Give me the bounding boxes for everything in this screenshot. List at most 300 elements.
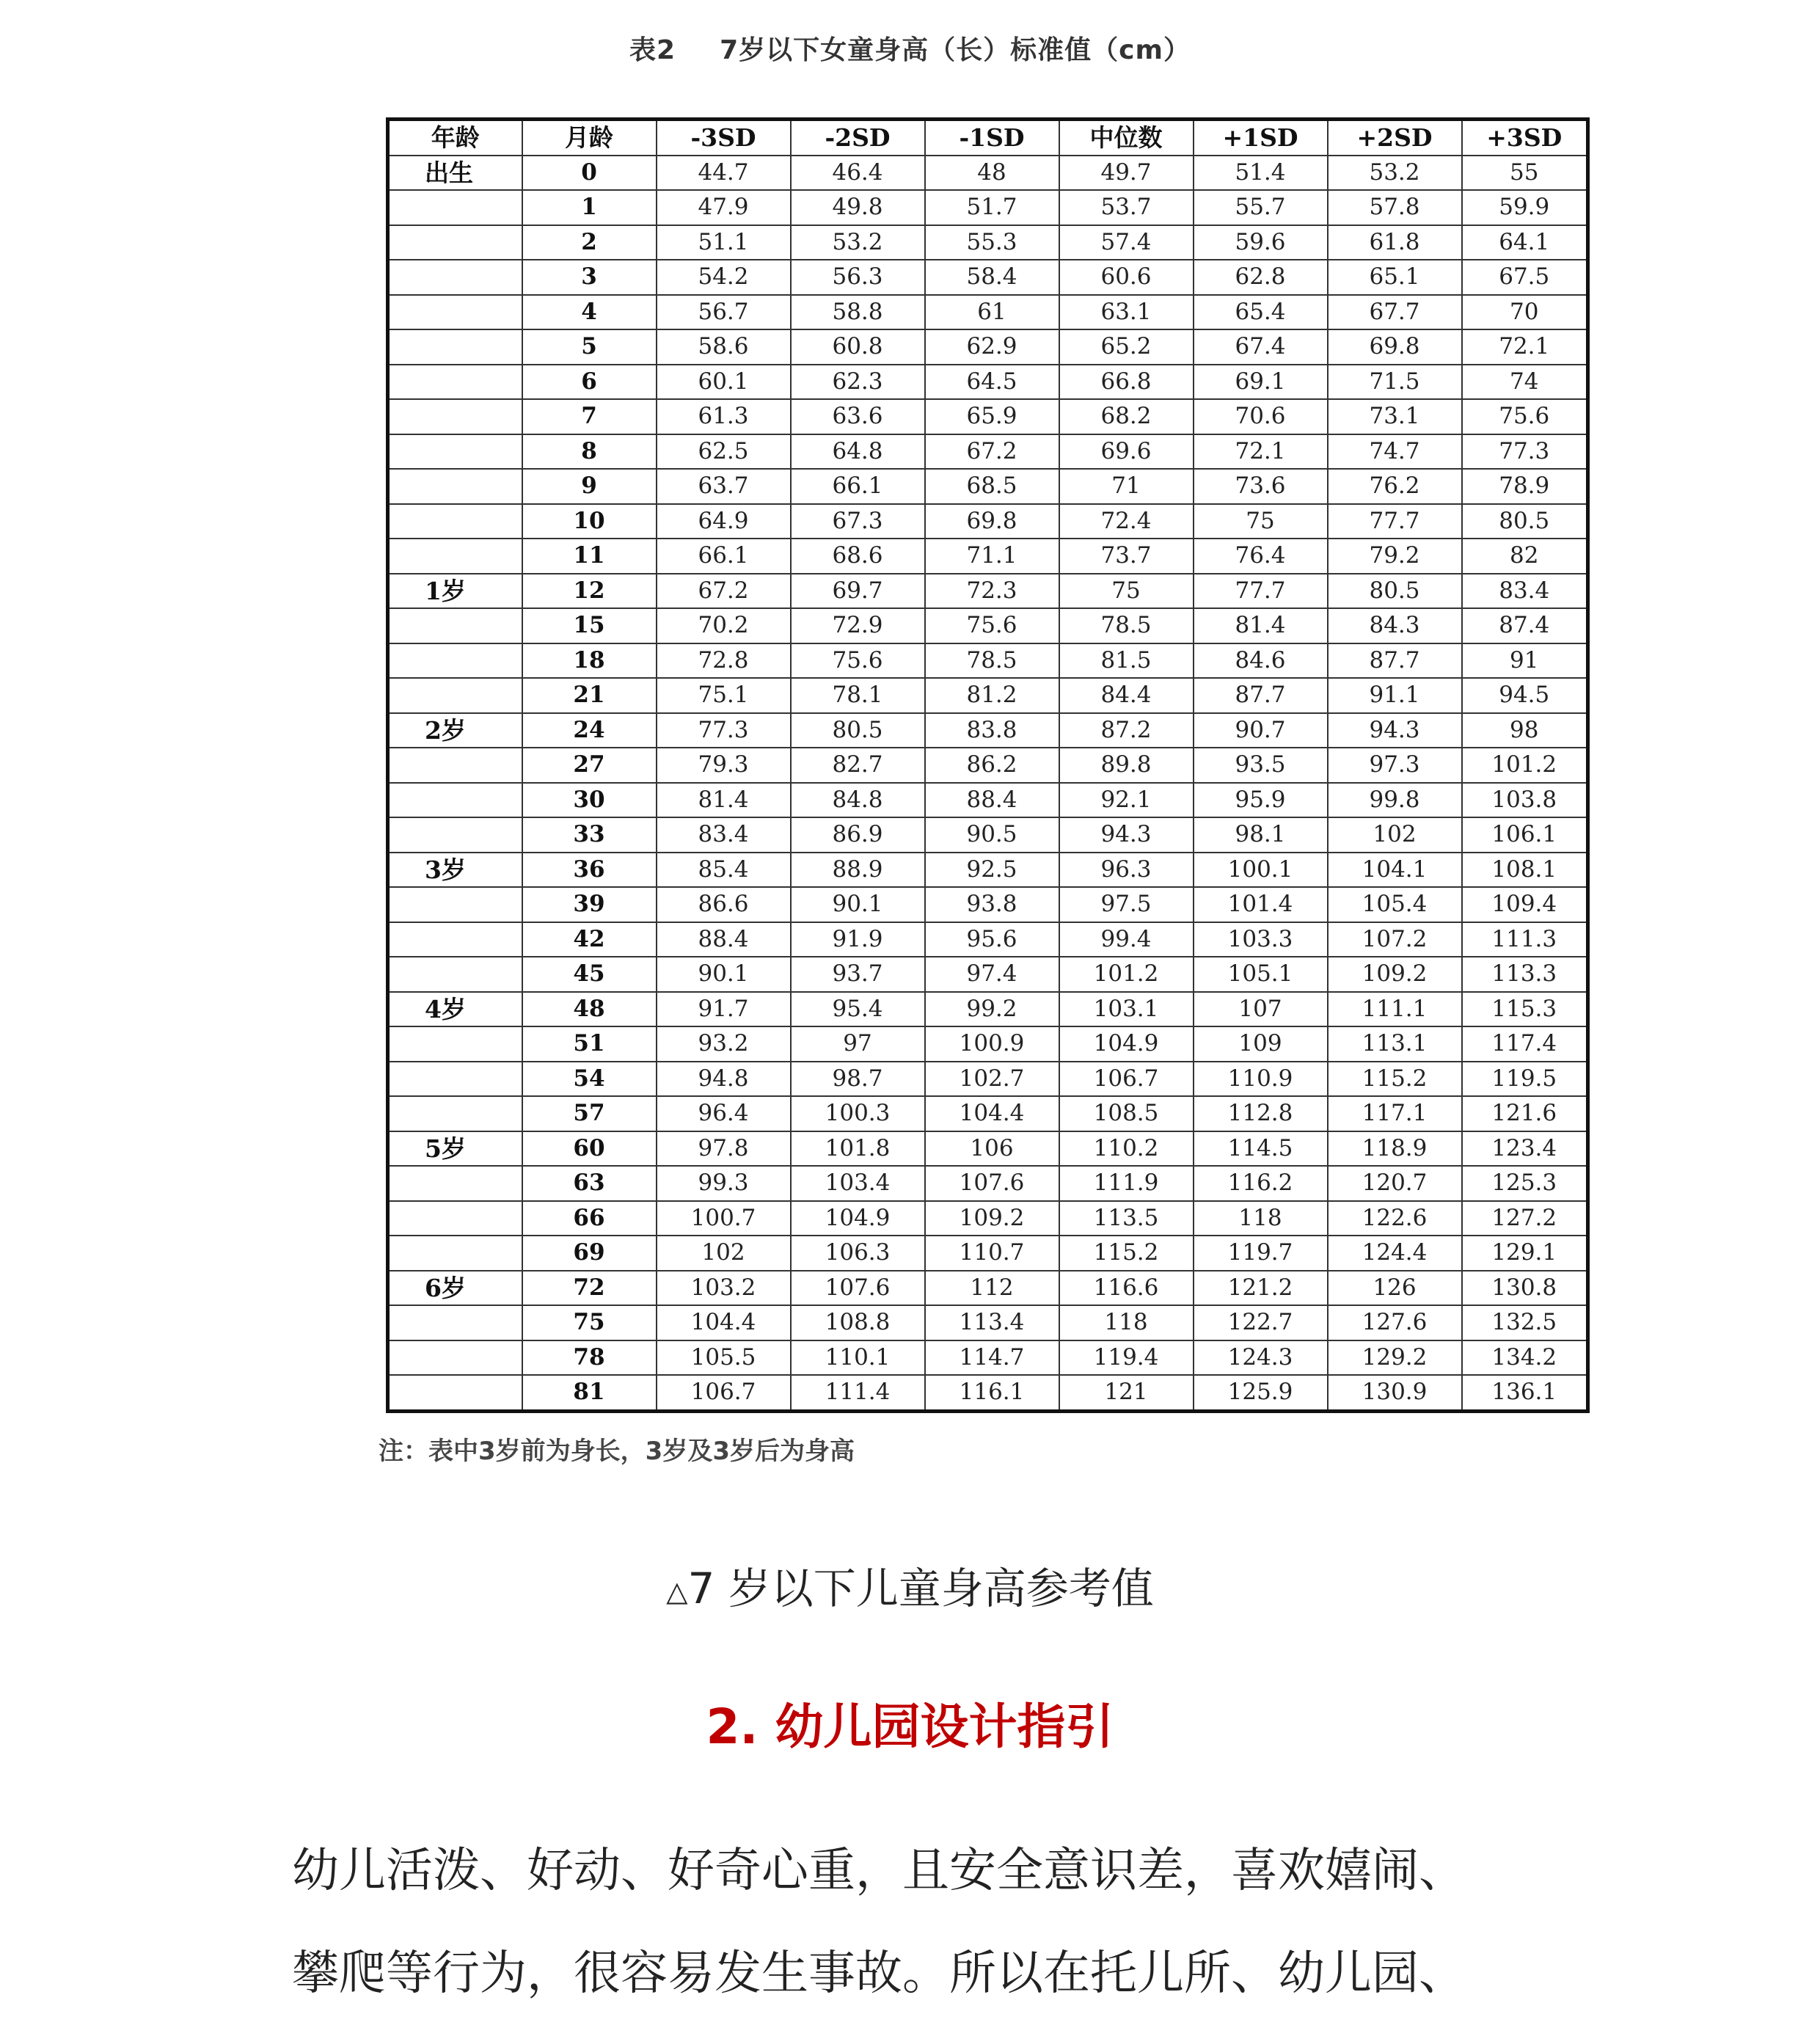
value-cell: 74.7 (1328, 434, 1462, 470)
table-row (388, 678, 1588, 713)
value-cell: 117.4 (1462, 1026, 1588, 1062)
value-cell: 44.7 (657, 156, 791, 191)
value-cell: 118.9 (1328, 1131, 1462, 1167)
value-cell: 95.4 (791, 992, 925, 1027)
age-cell (388, 887, 522, 922)
value-cell: 134.2 (1462, 1340, 1588, 1376)
value-cell: 97.4 (925, 957, 1059, 992)
value-cell: 92.1 (1059, 783, 1194, 818)
value-cell: 59.9 (1462, 190, 1588, 225)
value-cell: 108.1 (1462, 853, 1588, 888)
month-cell: 81 (522, 1375, 657, 1411)
value-cell: 117.1 (1328, 1096, 1462, 1131)
value-cell: 78.9 (1462, 469, 1588, 504)
table-title-text: 7岁以下女童身高（长）标准值（cm） (720, 35, 1191, 65)
value-cell: 98 (1462, 713, 1588, 748)
value-cell: 101.2 (1059, 957, 1194, 992)
age-cell (388, 399, 522, 434)
value-cell: 47.9 (657, 190, 791, 225)
value-cell: 102.7 (925, 1062, 1059, 1097)
table-row (388, 1096, 1588, 1131)
value-cell: 68.2 (1059, 399, 1194, 434)
value-cell: 71 (1059, 469, 1194, 504)
value-cell: 119.5 (1462, 1062, 1588, 1097)
value-cell: 91.1 (1328, 678, 1462, 713)
value-cell: 69.6 (1059, 434, 1194, 470)
value-cell: 88.4 (657, 922, 791, 957)
value-cell: 77.7 (1194, 574, 1328, 609)
table-row (388, 1131, 1588, 1167)
month-cell: 45 (522, 957, 657, 992)
value-cell: 100.3 (791, 1096, 925, 1131)
table-row (388, 887, 1588, 922)
value-cell: 95.6 (925, 922, 1059, 957)
value-cell: 61.3 (657, 399, 791, 434)
value-cell: 99.2 (925, 992, 1059, 1027)
age-cell: 6岁 (388, 1271, 522, 1306)
table-row (388, 922, 1588, 957)
value-cell: 88.4 (925, 783, 1059, 818)
age-cell (388, 1305, 522, 1340)
value-cell: 121 (1059, 1375, 1194, 1411)
table-row (388, 817, 1588, 853)
value-cell: 65.9 (925, 399, 1059, 434)
value-cell: 107 (1194, 992, 1328, 1027)
age-cell (388, 957, 522, 992)
value-cell: 96.3 (1059, 853, 1194, 888)
value-cell: 69.1 (1194, 365, 1328, 400)
paragraph-line-2: 攀爬等行为，很容易发生事故。所以在托儿所、幼儿园、 (292, 1946, 1466, 2001)
month-cell: 0 (522, 156, 657, 191)
month-cell: 54 (522, 1062, 657, 1097)
month-cell: 39 (522, 887, 657, 922)
age-cell: 4岁 (388, 992, 522, 1027)
value-cell: 76.2 (1328, 469, 1462, 504)
value-cell: 91.7 (657, 992, 791, 1027)
value-cell: 51.1 (657, 225, 791, 260)
value-cell: 83.4 (657, 817, 791, 853)
age-cell (388, 1236, 522, 1271)
value-cell: 55 (1462, 156, 1588, 191)
age-cell (388, 260, 522, 295)
body-paragraph (292, 1820, 1539, 2025)
column-header: -2SD (791, 120, 925, 156)
age-cell (388, 817, 522, 853)
month-cell: 6 (522, 365, 657, 400)
value-cell: 102 (1328, 817, 1462, 853)
value-cell: 104.9 (791, 1201, 925, 1236)
month-cell: 69 (522, 1236, 657, 1271)
value-cell: 92.5 (925, 853, 1059, 888)
value-cell: 111.4 (791, 1375, 925, 1411)
month-cell: 63 (522, 1166, 657, 1201)
value-cell: 94.8 (657, 1062, 791, 1097)
value-cell: 98.1 (1194, 817, 1328, 853)
table-row (388, 783, 1588, 818)
table-header-row (388, 120, 1588, 156)
value-cell: 119.4 (1059, 1340, 1194, 1376)
age-cell (388, 748, 522, 783)
value-cell: 90.5 (925, 817, 1059, 853)
value-cell: 119.7 (1194, 1236, 1328, 1271)
value-cell: 107.2 (1328, 922, 1462, 957)
value-cell: 102 (657, 1236, 791, 1271)
value-cell: 64.1 (1462, 225, 1588, 260)
table-row (388, 1305, 1588, 1340)
age-cell (388, 434, 522, 470)
value-cell: 80.5 (1462, 504, 1588, 539)
value-cell: 72.1 (1194, 434, 1328, 470)
month-cell: 18 (522, 643, 657, 679)
value-cell: 55.7 (1194, 190, 1328, 225)
value-cell: 68.6 (791, 539, 925, 574)
value-cell: 64.5 (925, 365, 1059, 400)
value-cell: 124.4 (1328, 1236, 1462, 1271)
value-cell: 88.9 (791, 853, 925, 888)
value-cell: 106.1 (1462, 817, 1588, 853)
value-cell: 111.9 (1059, 1166, 1194, 1201)
value-cell: 77.3 (657, 713, 791, 748)
value-cell: 78.5 (1059, 608, 1194, 643)
month-cell: 66 (522, 1201, 657, 1236)
table-row (388, 539, 1588, 574)
value-cell: 69.8 (1328, 329, 1462, 365)
value-cell: 57.4 (1059, 225, 1194, 260)
age-cell (388, 783, 522, 818)
value-cell: 108.8 (791, 1305, 925, 1340)
value-cell: 103.2 (657, 1271, 791, 1306)
value-cell: 67.7 (1328, 295, 1462, 330)
value-cell: 78.1 (791, 678, 925, 713)
value-cell: 66.1 (791, 469, 925, 504)
value-cell: 125.3 (1462, 1166, 1588, 1201)
table-row (388, 574, 1588, 609)
value-cell: 103.4 (791, 1166, 925, 1201)
value-cell: 91 (1462, 643, 1588, 679)
month-cell: 9 (522, 469, 657, 504)
value-cell: 69.7 (791, 574, 925, 609)
value-cell: 94.3 (1328, 713, 1462, 748)
value-cell: 104.9 (1059, 1026, 1194, 1062)
table-row (388, 1375, 1588, 1411)
month-cell: 12 (522, 574, 657, 609)
value-cell: 87.7 (1194, 678, 1328, 713)
value-cell: 122.6 (1328, 1201, 1462, 1236)
value-cell: 62.8 (1194, 260, 1328, 295)
value-cell: 77.3 (1462, 434, 1588, 470)
age-cell (388, 1096, 522, 1131)
value-cell: 72.3 (925, 574, 1059, 609)
table-row (388, 713, 1588, 748)
value-cell: 118 (1194, 1201, 1328, 1236)
figure-caption (0, 1554, 1820, 1616)
month-cell: 10 (522, 504, 657, 539)
month-cell: 21 (522, 678, 657, 713)
table-row (388, 1166, 1588, 1201)
table-row (388, 1271, 1588, 1306)
value-cell: 77.7 (1328, 504, 1462, 539)
table-title (0, 29, 1820, 67)
value-cell: 75 (1059, 574, 1194, 609)
value-cell: 80.5 (791, 713, 925, 748)
value-cell: 63.7 (657, 469, 791, 504)
value-cell: 49.7 (1059, 156, 1194, 191)
value-cell: 60.1 (657, 365, 791, 400)
value-cell: 65.1 (1328, 260, 1462, 295)
table-row (388, 329, 1588, 365)
value-cell: 72.9 (791, 608, 925, 643)
paragraph-line-1: 幼儿活泼、好动、好奇心重，且安全意识差，喜欢嬉闹、 (292, 1844, 1466, 1898)
month-cell: 24 (522, 713, 657, 748)
value-cell: 73.1 (1328, 399, 1462, 434)
value-cell: 124.3 (1194, 1340, 1328, 1376)
value-cell: 106.3 (791, 1236, 925, 1271)
value-cell: 93.7 (791, 957, 925, 992)
value-cell: 75.6 (1462, 399, 1588, 434)
value-cell: 79.2 (1328, 539, 1462, 574)
value-cell: 104.4 (657, 1305, 791, 1340)
value-cell: 75.6 (791, 643, 925, 679)
value-cell: 85.4 (657, 853, 791, 888)
column-header: 月龄 (522, 120, 657, 156)
value-cell: 64.9 (657, 504, 791, 539)
age-cell (388, 365, 522, 400)
month-cell: 78 (522, 1340, 657, 1376)
value-cell: 99.3 (657, 1166, 791, 1201)
value-cell: 66.1 (657, 539, 791, 574)
table-row (388, 748, 1588, 783)
value-cell: 71.1 (925, 539, 1059, 574)
value-cell: 113.1 (1328, 1026, 1462, 1062)
value-cell: 111.3 (1462, 922, 1588, 957)
value-cell: 115.2 (1059, 1236, 1194, 1271)
value-cell: 62.9 (925, 329, 1059, 365)
value-cell: 94.5 (1462, 678, 1588, 713)
value-cell: 81.5 (1059, 643, 1194, 679)
value-cell: 100.1 (1194, 853, 1328, 888)
value-cell: 116.6 (1059, 1271, 1194, 1306)
table-row (388, 992, 1588, 1027)
value-cell: 82 (1462, 539, 1588, 574)
value-cell: 61.8 (1328, 225, 1462, 260)
value-cell: 67.2 (925, 434, 1059, 470)
column-header: +1SD (1194, 120, 1328, 156)
value-cell: 93.2 (657, 1026, 791, 1062)
caption-text: 7 岁以下儿童身高参考值 (687, 1564, 1154, 1613)
month-cell: 72 (522, 1271, 657, 1306)
value-cell: 105.5 (657, 1340, 791, 1376)
value-cell: 110.1 (791, 1340, 925, 1376)
value-cell: 115.2 (1328, 1062, 1462, 1097)
age-cell (388, 1340, 522, 1376)
value-cell: 72.8 (657, 643, 791, 679)
value-cell: 90.7 (1194, 713, 1328, 748)
value-cell: 118 (1059, 1305, 1194, 1340)
value-cell: 122.7 (1194, 1305, 1328, 1340)
age-cell (388, 643, 522, 679)
value-cell: 110.9 (1194, 1062, 1328, 1097)
value-cell: 91.9 (791, 922, 925, 957)
column-header: -1SD (925, 120, 1059, 156)
value-cell: 132.5 (1462, 1305, 1588, 1340)
value-cell: 60.8 (791, 329, 925, 365)
value-cell: 123.4 (1462, 1131, 1588, 1167)
value-cell: 89.8 (1059, 748, 1194, 783)
age-cell: 5岁 (388, 1131, 522, 1167)
value-cell: 54.2 (657, 260, 791, 295)
value-cell: 97.8 (657, 1131, 791, 1167)
value-cell: 103.8 (1462, 783, 1588, 818)
age-cell (388, 295, 522, 330)
value-cell: 106.7 (657, 1375, 791, 1411)
value-cell: 65.4 (1194, 295, 1328, 330)
value-cell: 64.8 (791, 434, 925, 470)
value-cell: 116.1 (925, 1375, 1059, 1411)
value-cell: 58.8 (791, 295, 925, 330)
month-cell: 2 (522, 225, 657, 260)
age-cell (388, 539, 522, 574)
column-header: -3SD (657, 120, 791, 156)
month-cell: 5 (522, 329, 657, 365)
month-cell: 36 (522, 853, 657, 888)
table-row (388, 1340, 1588, 1376)
value-cell: 116.2 (1194, 1166, 1328, 1201)
value-cell: 121.6 (1462, 1096, 1588, 1131)
value-cell: 53.2 (1328, 156, 1462, 191)
value-cell: 84.4 (1059, 678, 1194, 713)
value-cell: 109.2 (925, 1201, 1059, 1236)
month-cell: 27 (522, 748, 657, 783)
value-cell: 57.8 (1328, 190, 1462, 225)
value-cell: 130.8 (1462, 1271, 1588, 1306)
table-number: 表2 (629, 35, 676, 65)
value-cell: 101.8 (791, 1131, 925, 1167)
value-cell: 63.1 (1059, 295, 1194, 330)
column-header: +3SD (1462, 120, 1588, 156)
value-cell: 67.3 (791, 504, 925, 539)
value-cell: 103.3 (1194, 922, 1328, 957)
table-row (388, 469, 1588, 504)
value-cell: 104.4 (925, 1096, 1059, 1131)
value-cell: 72.4 (1059, 504, 1194, 539)
value-cell: 129.2 (1328, 1340, 1462, 1376)
value-cell: 83.4 (1462, 574, 1588, 609)
value-cell: 48 (925, 156, 1059, 191)
value-cell: 83.8 (925, 713, 1059, 748)
value-cell: 71.5 (1328, 365, 1462, 400)
age-cell (388, 504, 522, 539)
value-cell: 58.4 (925, 260, 1059, 295)
value-cell: 78.5 (925, 643, 1059, 679)
table-row (388, 434, 1588, 470)
value-cell: 127.2 (1462, 1201, 1588, 1236)
month-cell: 57 (522, 1096, 657, 1131)
value-cell: 58.6 (657, 329, 791, 365)
value-cell: 126 (1328, 1271, 1462, 1306)
value-cell: 106.7 (1059, 1062, 1194, 1097)
month-cell: 15 (522, 608, 657, 643)
table-row (388, 957, 1588, 992)
column-header: 年龄 (388, 120, 522, 156)
value-cell: 100.9 (925, 1026, 1059, 1062)
value-cell: 100.7 (657, 1201, 791, 1236)
table-row (388, 1026, 1588, 1062)
age-cell (388, 225, 522, 260)
value-cell: 72.1 (1462, 329, 1588, 365)
value-cell: 76.4 (1194, 539, 1328, 574)
value-cell: 51.4 (1194, 156, 1328, 191)
value-cell: 87.4 (1462, 608, 1588, 643)
value-cell: 104.1 (1328, 853, 1462, 888)
value-cell: 99.4 (1059, 922, 1194, 957)
value-cell: 109 (1194, 1026, 1328, 1062)
value-cell: 113.3 (1462, 957, 1588, 992)
table-row (388, 156, 1588, 191)
value-cell: 56.3 (791, 260, 925, 295)
value-cell: 73.6 (1194, 469, 1328, 504)
value-cell: 127.6 (1328, 1305, 1462, 1340)
column-header: 中位数 (1059, 120, 1194, 156)
value-cell: 112 (925, 1271, 1059, 1306)
value-cell: 46.4 (791, 156, 925, 191)
table-row (388, 1236, 1588, 1271)
value-cell: 109.2 (1328, 957, 1462, 992)
table-row (388, 1201, 1588, 1236)
table-note: 注：表中3岁前为身长，3岁及3岁后为身高 (379, 1437, 855, 1466)
value-cell: 63.6 (791, 399, 925, 434)
value-cell: 70.6 (1194, 399, 1328, 434)
value-cell: 84.8 (791, 783, 925, 818)
value-cell: 67.2 (657, 574, 791, 609)
table-row (388, 608, 1588, 643)
table-row (388, 643, 1588, 679)
table-row (388, 365, 1588, 400)
value-cell: 70.2 (657, 608, 791, 643)
table-row (388, 399, 1588, 434)
month-cell: 48 (522, 992, 657, 1027)
value-cell: 51.7 (925, 190, 1059, 225)
value-cell: 86.6 (657, 887, 791, 922)
value-cell: 62.5 (657, 434, 791, 470)
month-cell: 11 (522, 539, 657, 574)
value-cell: 81.4 (1194, 608, 1328, 643)
month-cell: 60 (522, 1131, 657, 1167)
value-cell: 75.1 (657, 678, 791, 713)
value-cell: 110.2 (1059, 1131, 1194, 1167)
month-cell: 1 (522, 190, 657, 225)
age-cell (388, 329, 522, 365)
value-cell: 94.3 (1059, 817, 1194, 853)
value-cell: 49.8 (791, 190, 925, 225)
value-cell: 90.1 (791, 887, 925, 922)
value-cell: 105.1 (1194, 957, 1328, 992)
value-cell: 136.1 (1462, 1375, 1588, 1411)
value-cell: 106 (925, 1131, 1059, 1167)
value-cell: 87.2 (1059, 713, 1194, 748)
value-cell: 107.6 (925, 1166, 1059, 1201)
table-row (388, 295, 1588, 330)
month-cell: 33 (522, 817, 657, 853)
value-cell: 53.2 (791, 225, 925, 260)
value-cell: 114.7 (925, 1340, 1059, 1376)
value-cell: 101.4 (1194, 887, 1328, 922)
value-cell: 79.3 (657, 748, 791, 783)
value-cell: 115.3 (1462, 992, 1588, 1027)
value-cell: 111.1 (1328, 992, 1462, 1027)
value-cell: 97.5 (1059, 887, 1194, 922)
value-cell: 80.5 (1328, 574, 1462, 609)
value-cell: 61 (925, 295, 1059, 330)
